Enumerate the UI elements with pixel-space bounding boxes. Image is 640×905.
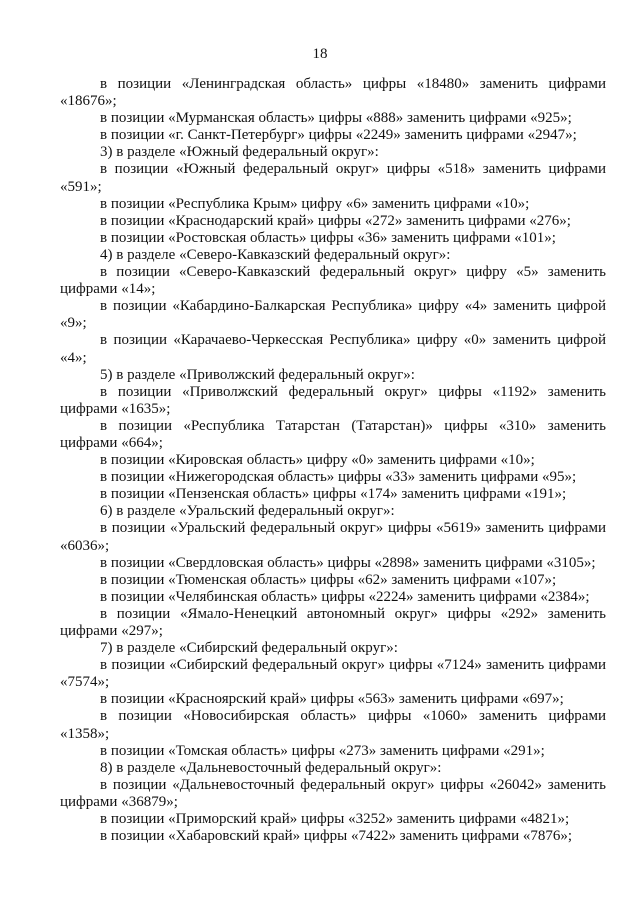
paragraph: в позиции «Хабаровский край» цифры «7422» заменить цифрами «7876»; (100, 828, 573, 845)
page-number: 18 (312, 46, 328, 62)
paragraph: в позиции «Томская область» цифры «273» заменить цифрами «291»; (100, 742, 545, 759)
section-heading: 8) в разделе «Дальневосточный федеральный округ»: (100, 759, 442, 776)
paragraph: в позиции «Кабардино-Балкарская Республика» цифру «4» заменить цифрой «9»; (60, 298, 606, 332)
document-body (60, 76, 606, 845)
paragraph: в позиции «Карачаево-Черкесская Республика» цифру «0» заменить цифрой «4»; (60, 332, 606, 366)
paragraph: в позиции «Республика Татарстан (Татарстан)» цифры «310» заменить цифрами «664»; (60, 417, 606, 451)
section-heading: 3) в разделе «Южный федеральный округ»: (100, 144, 379, 161)
paragraph: в позиции «Красноярский край» цифры «563» заменить цифрами «697»; (100, 691, 564, 708)
paragraph: в позиции «Уральский федеральный округ» цифры «5619» заменить цифрами «6036»; (60, 520, 606, 554)
paragraph: в позиции «Приволжский федеральный округ» цифры «1192» заменить цифрами «1635»; (60, 383, 606, 417)
paragraph: в позиции «Южный федеральный округ» цифры «518» заменить цифрами «591»; (60, 161, 606, 195)
paragraph: в позиции «Тюменская область» цифры «62» заменить цифрами «107»; (100, 571, 557, 588)
paragraph: в позиции «Краснодарский край» цифры «272» заменить цифрами «276»; (100, 212, 571, 229)
paragraph: в позиции «Приморский край» цифры «3252» заменить цифрами «4821»; (100, 811, 570, 828)
paragraph: в позиции «Кировская область» цифру «0» заменить цифрами «10»; (100, 452, 535, 469)
paragraph: в позиции «Ямало-Ненецкий автономный округ» цифры «292» заменить цифрами «297»; (60, 605, 606, 639)
paragraph: в позиции «г. Санкт-Петербург» цифры «2249» заменить цифрами «2947»; (100, 127, 577, 144)
paragraph: в позиции «Свердловская область» цифры «2898» заменить цифрами «3105»; (100, 554, 596, 571)
section-heading: 4) в разделе «Северо-Кавказский федеральный округ»: (100, 246, 451, 263)
paragraph: в позиции «Сибирский федеральный округ» цифры «7124» заменить цифрами «7574»; (60, 657, 606, 691)
section-heading: 7) в разделе «Сибирский федеральный округ»: (100, 640, 398, 657)
paragraph: в позиции «Нижегородская область» цифры «33» заменить цифрами «95»; (100, 469, 577, 486)
paragraph: в позиции «Северо-Кавказский федеральный округ» цифру «5» заменить цифрами «14»; (60, 264, 606, 298)
section-heading: 5) в разделе «Приволжский федеральный округ»: (100, 366, 415, 383)
paragraph: в позиции «Пензенская область» цифры «174» заменить цифрами «191»; (100, 486, 567, 503)
paragraph: в позиции «Новосибирская область» цифры «1060» заменить цифрами «1358»; (60, 708, 606, 742)
paragraph: в позиции «Мурманская область» цифры «888» заменить цифрами «925»; (100, 110, 572, 127)
section-heading: 6) в разделе «Уральский федеральный округ»: (100, 503, 395, 520)
paragraph: в позиции «Республика Крым» цифру «6» заменить цифрами «10»; (100, 195, 530, 212)
paragraph: в позиции «Дальневосточный федеральный округ» цифры «26042» заменить цифрами «36879»; (60, 776, 606, 810)
paragraph: в позиции «Ленинградская область» цифры «18480» заменить цифрами «18676»; (60, 76, 606, 110)
paragraph: в позиции «Челябинская область» цифры «2224» заменить цифрами «2384»; (100, 588, 590, 605)
paragraph: в позиции «Ростовская область» цифры «36» заменить цифрами «101»; (100, 229, 556, 246)
